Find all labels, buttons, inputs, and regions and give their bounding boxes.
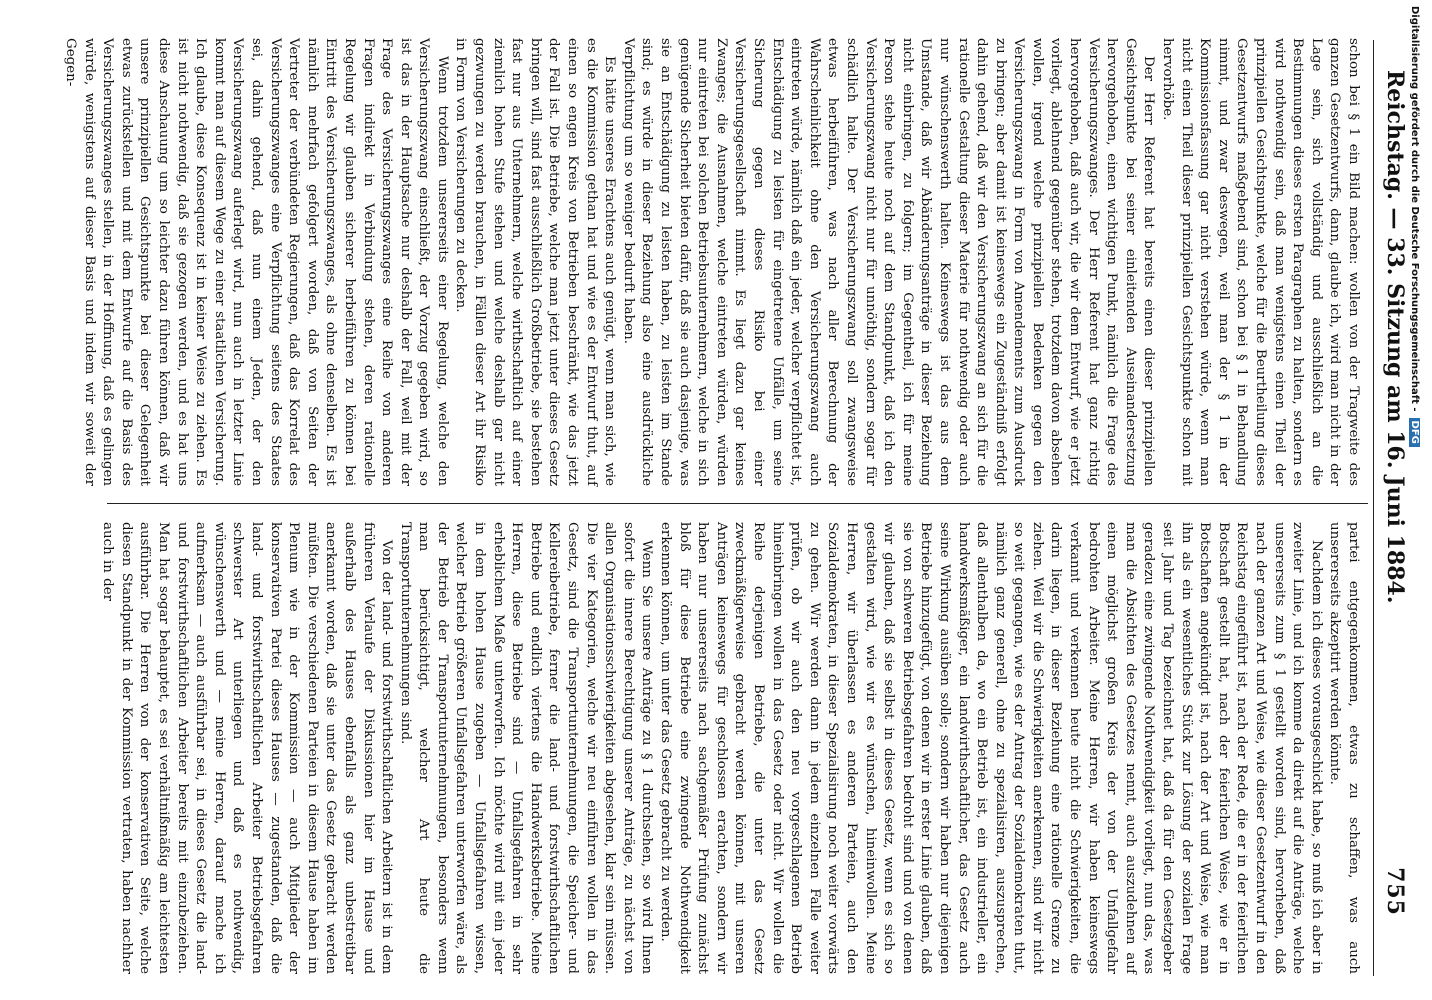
page-number: 755 — [1382, 867, 1408, 916]
paragraph: Nachdem ich dieses vorausgeschickt habe, so muß ich aber in zweiter Linie, und ich komme da direkt auf die Anträge, welche unsererseits zum § 1 gestellt worden sind, hervorheben, daß nach der ganzen Art und Weise, wie dieser Gesetzentwurf in den Reichstag eingeführt ist, nach der Rede, die er in der feierlichen Botschaft gestellt hat, nach der feierlichen Weise, wie er in Botschaften angekündigt ist, nach der Art und Weise, wie man ihn als ein wesentliches Stück zur Lösung der sozialen Frage seit Jahr und Tag bezeichnet hat, daß da für den Gesetzgeber geradezu eine zwingende Nothwendigkeit vorliegt, nun das, was man die Absichten des Gesetzes nennt, auch auszudehnen auf einen möglichst großen Kreis der von der Unfallgefahr bedrohten Arbeiter. Meine Herren, wir haben keineswegs verkannt und verkennen heute nicht die Schwierigkeiten, die darin liegen, in dieser Beziehung eine rationelle Grenze zu ziehen. Weil wir die Schwierigkeiten anerkennen, sind wir nicht so weit gegangen, wie es der Antrag der Sozialdemokraten thut, nämlich ganz generell, ohne zu spezialisiren, auszusprechen, daß allenthalben da, wo ein Betrieb ist, ein industrieller, ein handwerksmäßiger, ein landwirthschaftlicher, das Gesetz auch seine Wirkung ausüben solle; sondern wir haben nur diejenigen Betriebe hinzugefügt, von denen wir in erster Linie glauben, daß sie von schweren Betriebsgefahren bedroht sind und von denen wir glauben, daß sie selbst in dieses Gesetz, wenn es sich so gestalten wird, wie wir es wünschen, hineinwollen. Meine Herren, wir überlassen es anderen Parteien, auch den Sozialdemokraten, in dieser Spezialisirung noch weiter vorwärts zu gehen. Wir werden dann in jedem einzelnen Falle weiter prüfen, ob wir auch den neu vorgeschlagenen Betrieb hineinbringen wollen in das Gesetz oder nicht. Wir wollen die Reihe derjenigen Betriebe, die unter das Gesetz zweckmäßigerweise gebracht werden können, mit unseren Anträgen keineswegs für geschlossen erachten, sondern wir haben nur unsererseits nach sachgemäßer Prüfung zunächst bloß für diese Betriebe eine zwingende Nothwendigkeit erkennen können, um unter das Gesetz gebracht zu werden. — [658, 522, 1324, 974]
column-divider — [107, 503, 1368, 504]
paragraph: schon bei § 1 ein Bild machen: wollen von der Tragweite des ganzen Gesetzentwurfs, dann, glaube ich, wird man nicht in der Lage sein, sich vollständig und ausschließlich an die Bestimmungen dieses ersten Paragraphen zu halten, sondern es wird nothwendig sein, daß man wenigstens einen Theil der prinzipiellen Gesichtspunkte, welche für die Beurtheilung dieses Gesetzentwurfs maßgebend sind, schon bei § 1 in Behandlung nimmt, und zwar deswegen, weil man der § 1 in der Kommissionsfassung gar nicht verstehen würde, wenn man nicht einen Theil dieser prinzipiellen Gesichtspunkte schon mit hervorhöbe. — [1160, 38, 1361, 486]
dfg-logo: DFG — [1409, 418, 1420, 447]
paragraph: Wenn trotzdem unsererseits einer Regelung, welche den Versicherungszwang einschließt, der Vorzug gegeben wird, so ist das in der Hauptsache nur deshalb der Fall, weil mit der Frage des Versicherungszwanges eine Reihe von anderen Fragen indirekt in Verbindung stehen, deren rationelle Regelung wir glauben sicherer herbeiführen zu können bei Eintritt des Versicherungszwanges, als ohne denselben. Es ist nämlich mehrfach gefolgert worden, daß von Seiten der Vertreter der verbündeten Regierungen, daß das Korrelat des Versicherungszwanges eine Verpflichtung seitens des Staates sei, dahin gehend, daß nun einem Jeden, der den Versicherungszwang auferlegt wird, nun auch in letzter Linie kommt man auf diesem Wege zu einer staatlichen Versicherung. Ich glaube, diese Konsequenz ist in keiner Weise zu ziehen. Es ist nicht nothwendig, daß sie gezogen werden, und es hat uns diese Anschauung um so leichter dazu führen können, daß wir unsere prinzipiellen Gesichtspunkte bei dieser Gelegenheit etwas zurückstellen und mit dem Entwurfe auf die Basis des Versicherungszwanges stellen, in der Hoffnung, daß es gelingen würde, wenigstens auf dieser Basis und indem wir soweit der Gegen- — [63, 38, 450, 486]
paragraph: Der Herr Referent hat bereits einen dieser prinzipiellen Gesichtspunkte bei seiner einleitenden Auseinandersetzung hervorgehoben, einen wichtigen Punkt, nämlich die Frage des Versicherungszwanges. Der Herr Referent hat ganz richtig hervorgehoben, daß auch wir, die wir dem Entwurf, wie er jetzt vorliegt, ablehnend gegenüber stehen, trotzdem davon absehen wollen, irgend welche prinzipiellen Bedenken gegen den Versicherungszwang in Form von Amendements zum Ausdruck zu bringen; aber damit ist keineswegs ein Zugeständniß erfolgt dahin gehend, daß wir den Versicherungszwang an sich für die rationelle Gestaltung dieser Materie für nothwendig oder auch nur wünschenswerth halten. Keineswegs ist das aus dem Umstande, daß wir Abänderungsanträge in dieser Beziehung nicht einbringen, zu folgern; im Gegentheil, ich für meine Person stehe heute noch auf dem Standpunkt, daß ich den Versicherungszwang nicht nur für unnöthig, sondern sogar für schädlich halte. Der Versicherungszwang soll zwangsweise etwas herbeiführen, was nach aller Berechnung der Wahrscheinlichkeit ohne den Versicherungszwang auch eintreten würde, nämlich daß ein jeder, welcher verpflichtet ist, Entschädigung zu leisten für eingetretene Unfälle, um seine Sicherung gegen dieses Risiko bei einer Versicherungsgesellschaft nimmt. Es liegt dazu gar keines Zwanges; die Ausnahmen, welche eintreten würden, würden nur eintreten bei solchen Betriebsunternehmern, welche in sich genügende Sicherheit bieten dafür, daß sie auch dasjenige, was sie an Entschädigung zu leisten haben, zu leisten im Stande sind; es würde in dieser Beziehung also eine ausdrückliche Verpflichtung um so weniger bedurft haben. — [620, 38, 1157, 486]
paragraph: Wenn Sie unsere Anträge zu § 1 durchsehen, so wird Ihnen sofort die innere Berechtigung unserer Anträge, zu nächst von allen Organisationsschwierigkeiten abgesehen, klar sein müssen. Die vier Kategorien, welche wir neu einführen wollen in das Gesetz, sind die Transportunternehmungen, die Speicher- und Kellereibetriebe, ferner die land- und forstwirthschaftlichen Betriebe und endlich viertens die Handwerksbetriebe. Meine Herren, diese Betriebe sind — Unfallsgefahren in sehr erheblichem Maße unterworfen. Ich möchte wird mit ein jeder in dem hohen Hause zugeben — Unfallsgefahren wissen, welcher Betrieb größeren Unfallsgefahren unterworfen wäre, als der Betrieb der Transportunternehmungen, besonders wenn man berücksichtigt, welcher Art heute die Transportunternehmungen sind. — [397, 522, 655, 974]
page-header — [1373, 40, 1414, 976]
text-column-right — [100, 522, 1362, 974]
digitization-credit — [1409, 6, 1420, 447]
paragraph: Es hätte unseres Erachtens auch genügt, wenn man sich, wie es die Kommission gethan hat und wie es der Entwurf thut, auf einen so engen Kreis von Betrieben beschränkt, wie das jetzt der Fall ist. Die Betriebe, welche man jetzt unter dieses Gesetz bringen will, sind fast ausschließlich Großbetriebe, sie bestehen fast nur aus Unternehmern, welche wirthschaftlich auf einer ziemlich hohen Stufe stehen und welche deshalb gar nicht gezwungen zu werden brauchen, in Fällen dieser Art ihr Risiko in Form von Versicherungen zu decken. — [453, 38, 618, 486]
text-column-left — [63, 38, 1362, 486]
paragraph: partei entgegenkommen, etwas zu schaffen, was auch unsererseits akzeptirt werden könnte. — [1327, 522, 1361, 974]
running-head: Reichstag. — 33. Sitzung am 16. Juni 1884. — [1382, 70, 1408, 604]
rotated-document-page — [52, 0, 1432, 1000]
paragraph: Von der land- und forstwirthschaftlichen Arbeitern ist in dem früheren Verlaufe der Diskussionen hier im Hause und außerhalb des Hauses ebenfalls als ganz unbestreitbar anerkannt worden, daß sie unter das Gesetz gebracht werden müßten. Die verschiedenen Parteien in diesem Hause haben im Plenum wie in der Kommission — auch Mitglieder der konservativen Partei dieses Hauses — zugestanden, daß die land- und forstwirthschaftlichen Arbeiter Betriebsgefahren schwerster Art unterliegen und daß es nothwendig, wünschenswerth und — meine Herren, darauf mache ich aufmerksam — auch ausführbar sei, in dieses Gesetz die land- und forstwirthschaftlichen Arbeiter bereits mit einzubeziehen. Man hat sogar behauptet, es sei verhältnißmäßig am leichtesten ausführbar. Die Herren von der konservativen Seite, welche diesen Standpunkt in der Kommission vertraten, haben nachher auch in der — [100, 522, 395, 974]
credit-text: Digitalisierung gefördert durch die Deutsche Forschungsgemeinschaft - — [1409, 6, 1420, 412]
